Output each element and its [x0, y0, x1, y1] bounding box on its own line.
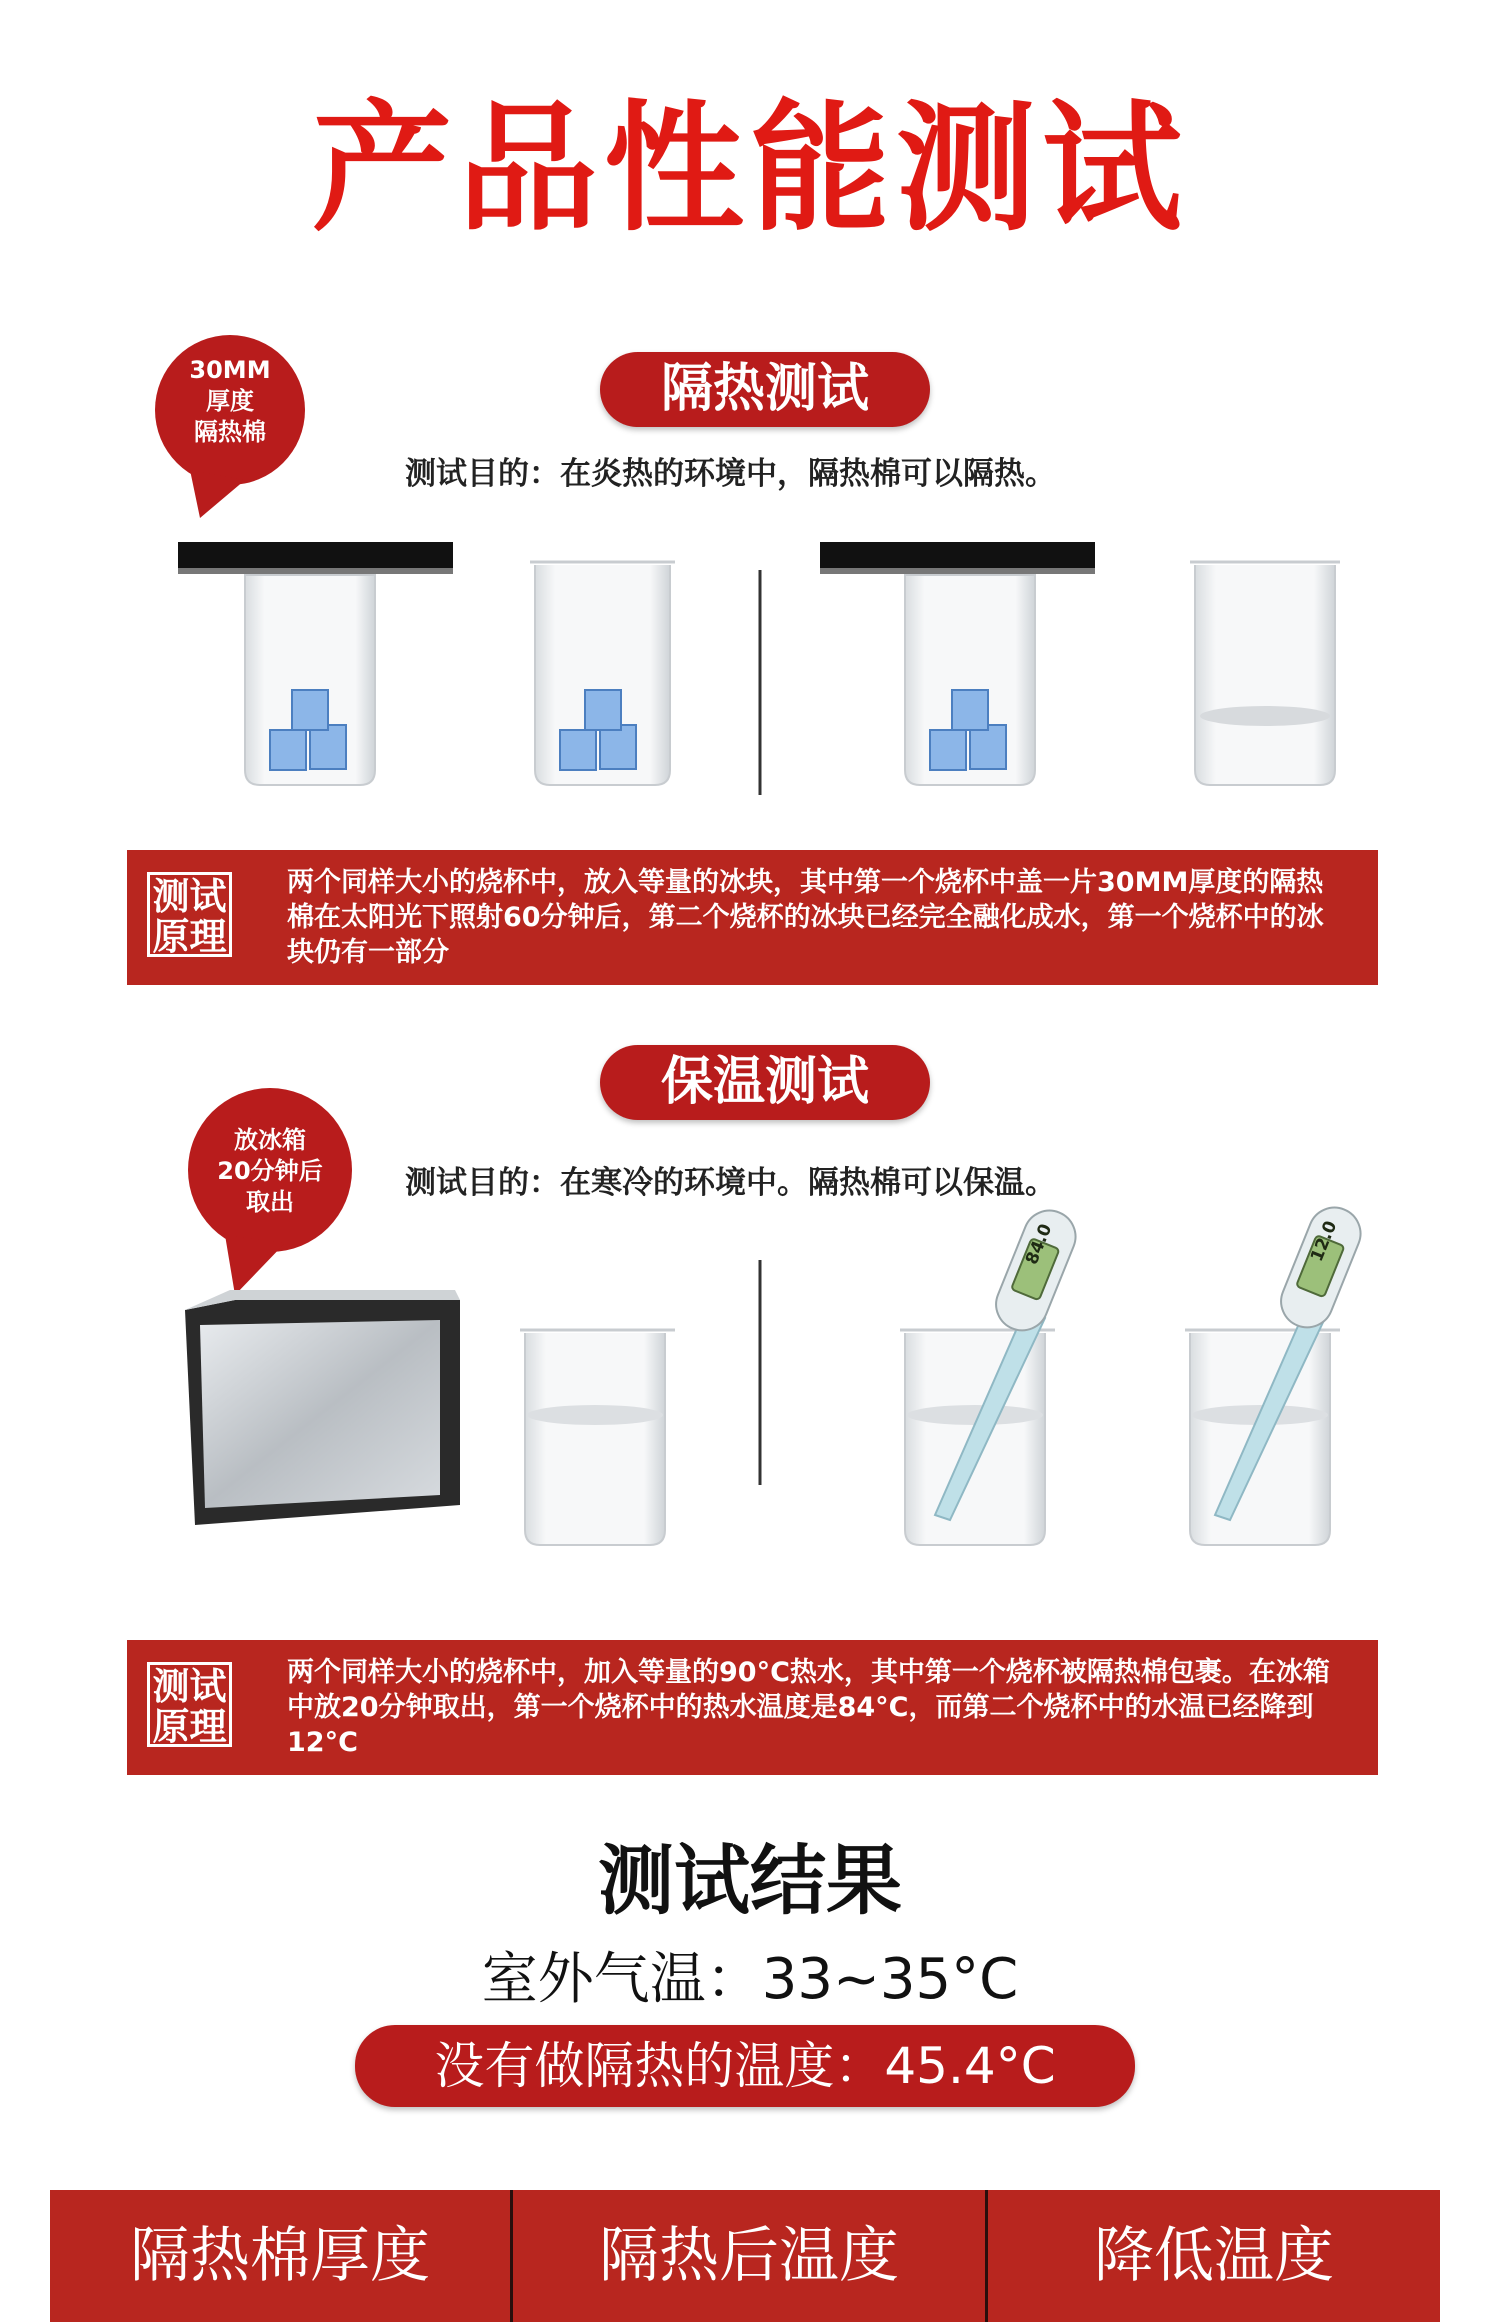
- insulation-principle-band: [127, 850, 1378, 985]
- beaker-thermometer-1: [900, 1203, 1083, 1545]
- warmth-principle-band: [127, 1640, 1378, 1775]
- warmth-beakers-illustration: [0, 1190, 1500, 1570]
- bubble-line: 30MM: [189, 356, 271, 384]
- thermometer-2-reading: 12.0: [1307, 1218, 1342, 1265]
- insulation-principle-text: 两个同样大小的烧杯中，放入等量的冰块，其中第一个烧杯中盖一片30MM厚度的隔热棉在太阳光下照射60分钟后，第二个烧杯的冰块已经完全融化成水，第一个烧杯中的冰块仍有一部分: [287, 867, 1324, 968]
- beaker-covered-1: [178, 542, 453, 785]
- warmth-test-title: 保温测试: [600, 1045, 930, 1120]
- bubble-line: 放冰箱: [234, 1126, 306, 1154]
- bubble-30mm-text: [160, 355, 300, 448]
- insulated-box-icon: [185, 1290, 460, 1525]
- results-table-header: [50, 2190, 1440, 2322]
- beaker-plain: [520, 1330, 675, 1545]
- principle-badge: 测试原理: [147, 1662, 232, 1747]
- thermometer-1-reading: 84.0: [1022, 1221, 1057, 1268]
- warmth-principle-text: 两个同样大小的烧杯中，加入等量的90°C热水，其中第一个烧杯被隔热棉包裹。在冰箱中放20分钟取出，第一个烧杯中的热水温度是84°C，而第二个烧杯中的水温已经降到12°C: [287, 1657, 1330, 1758]
- principle-badge: 测试原理: [147, 872, 232, 957]
- insulation-test-purpose: 测试目的：在炎热的环境中，隔热棉可以隔热。: [405, 456, 1056, 492]
- bubble-line: 取出: [246, 1188, 294, 1216]
- bubble-line: 20分钟后: [217, 1157, 323, 1185]
- no-insulation-temperature: 没有做隔热的温度：45.4°C: [355, 2025, 1135, 2107]
- bubble-line: 厚度: [206, 387, 254, 415]
- table-header-after-temp: 隔热后温度: [599, 2221, 899, 2291]
- results-title: 测试结果: [598, 1836, 902, 1925]
- table-header-thickness: 隔热棉厚度: [130, 2221, 430, 2291]
- bubble-line: 隔热棉: [194, 418, 266, 446]
- outdoor-temperature: 室外气温：33~35°C: [481, 1947, 1019, 2012]
- beaker-melted-4: [1190, 562, 1340, 785]
- warmth-test-purpose: 测试目的：在寒冷的环境中。隔热棉可以保温。: [405, 1165, 1056, 1201]
- beaker-covered-3: [820, 542, 1095, 785]
- insulation-beakers-illustration: [0, 520, 1500, 810]
- insulation-test-title: 隔热测试: [600, 352, 930, 427]
- beaker-thermometer-2: [1185, 1200, 1368, 1545]
- beaker-2: [530, 562, 675, 785]
- table-header-reduction: 降低温度: [1094, 2221, 1334, 2291]
- page-title: 产品性能测试: [311, 88, 1188, 251]
